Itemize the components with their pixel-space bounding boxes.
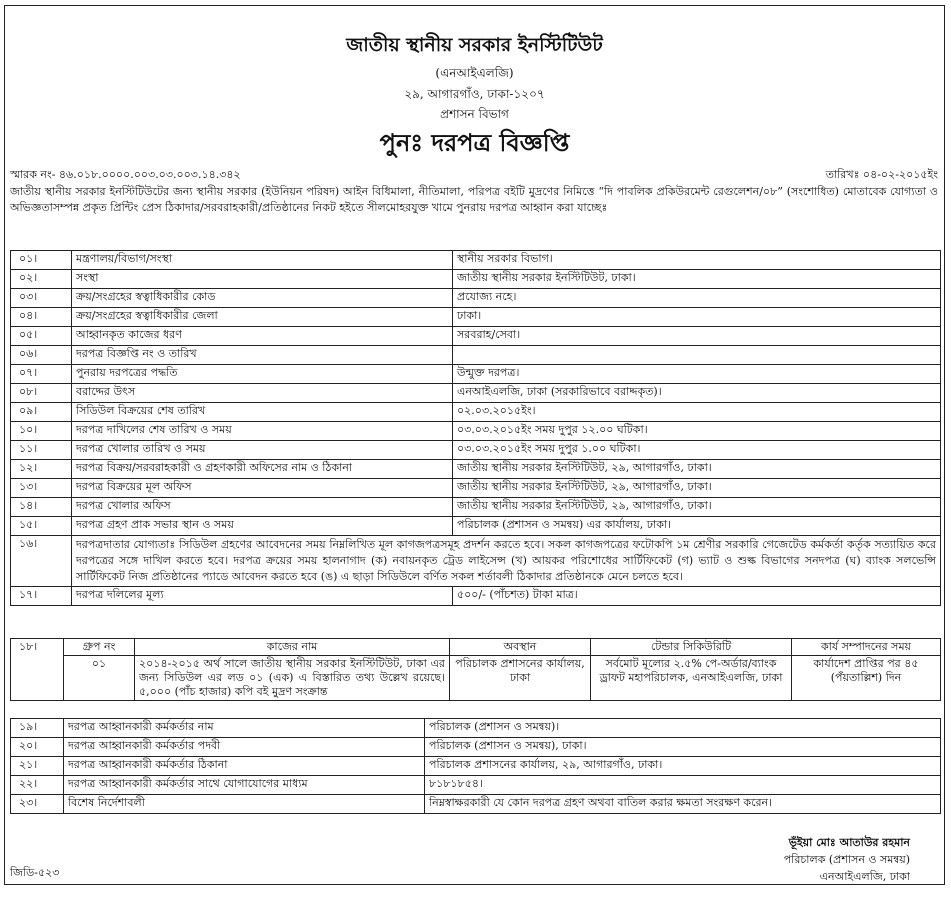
work-details-table [10,638,941,701]
table-row [11,795,941,814]
row-label: দরপত্র গ্রহণ প্রাক সভার স্থান ও সময় [72,517,453,536]
row-number: ০১। [11,251,72,270]
row-label: আহ্বানকৃত কাজের ধরণ [72,327,453,346]
completion-time: কার্যাদেশ প্রাপ্তির পর ৪৫ (পঁয়তাল্লিশ) দিন [792,656,941,701]
organization-address: ২৯, আগারগাঁও, ঢাকা-১২০৭ [404,87,545,101]
row-value: উন্মুক্ত দরপত্র। [453,365,941,384]
row-number: ১১। [11,441,72,460]
row-label: দরপত্র বিক্রয়/সরবরাহকারী ও গ্রহণকারী অফিসের নাম ও ঠিকানা [72,460,453,479]
row-value [453,346,941,365]
row-number: ২২। [11,776,64,795]
table-row [11,365,941,384]
signatory-name: ভূঁইয়া মোঃ আতাউর রহমান [788,836,910,849]
row-number: ২০। [11,738,64,757]
row-value: ৫০০/- (পাঁচশত) টাকা মাত্র। [453,587,941,606]
row-label: দরপত্র খোলার তারিখ ও সময় [72,441,453,460]
table-row [11,498,941,517]
row-number: ০৪। [11,308,72,327]
row-number: ১৯। [11,719,64,738]
row-number: ১৩। [11,479,72,498]
table-row [11,776,941,795]
table-row [11,639,941,656]
row-label: দরপত্র আহ্বানকারী কর্মকর্তার পদবী [64,738,425,757]
column-header-group: গ্রুপ নং [64,639,135,656]
column-header-location: অবস্থান [450,639,591,656]
group-number: ০১ [64,656,135,701]
row-number: ১৮। [11,639,64,701]
row-value: জাতীয় স্থানীয় সরকার ইনস্টিটিউট, ২৯, আগারগাঁও, ঢাকা। [453,460,941,479]
signatory-office: এনআইএলজি, ঢাকা [819,870,910,883]
row-number: ২১। [11,757,64,776]
row-value: প্রযোজ্য নহে। [453,289,941,308]
bidder-qualification-text: দরপত্রদাতার যোগ্যতাঃ সিডিউল গ্রহণের আবেদনের সময় নিম্নলিখিত মূল কাগজপত্রসমূহ প্রদর্শন করতে হবে। সকল কাগজপত্রের ফটোকপি ১ম শ্রেণীর সরকারি গেজেটেড কর্মকর্তা কর্তৃক সত্যায়িত করে দরপত্রের সঙ্গে দাখিল করতে হবে। দরপত্র ক্রয়ের সময় হালনাগাদ (ক) নবায়নকৃত ট্রেড লাইসেন্স (খ) আয়কর পরিশোধের সার্টিফিকেট (গ) ভ্যাট ও শুল্ক বিভাগের সনদপত্র (ঘ) ব্যাংক সলভেন্সি সার্টিফিকেট নিজ প্রতিষ্ঠানের প্যাডে আবেদন করতে হবে (ঙ) এ ছাড়া সিডিউলে বর্ণিত সকল শর্তাবলী ঠিকাদার প্রতিষ্ঠানকে মেনে চলতে হবে। [72,536,941,587]
table-row [11,327,941,346]
row-number: ০৫। [11,327,72,346]
table-row [11,587,941,606]
row-value: এনআইএলজি, ঢাকা (সরকারিভাবে বরাদ্দকৃত)। [453,384,941,403]
signatory-designation: পরিচালক (প্রশাসন ও সমন্বয়) [783,853,910,866]
row-number: ১৬। [11,536,72,587]
row-label: সংস্থা [72,270,453,289]
tender-details-table [10,250,941,606]
row-label: দরপত্র বিক্রয়ের মূল অফিস [72,479,453,498]
row-value: পরিচালক প্রশাসনের কার্যালয়, ২৯, আগারগাঁও, ঢাকা। [425,757,941,776]
work-description: ২০১৪-২০১৫ অর্থ সালে জাতীয় স্থানীয় সরকার ইনস্টিটিউট, ঢাকা এর জন্য সিডিউল এর লড ০১ (এক) এ বিস্তারিত তথ্য উল্লেখ রয়েছে। ৫,০০০ (পাঁচ হাজার) কপি বই মুদ্রণ সংক্রান্ত [135,656,450,701]
row-value: স্থানীয় সরকার বিভাগ। [453,251,941,270]
row-value: পরিচালক (প্রশাসন ও সমন্বয়), ঢাকা। [425,738,941,757]
intro-paragraph: জাতীয় স্থানীয় সরকার ইনস্টিটিউটের জন্য স্থানীয় সরকার (ইউনিয়ন পরিষদ) আইন বিধিমালা, নীতিমালা, পরিপত্র বইটি মুদ্রণের নিমিত্তে “দি পাবলিক প্রকিউরমেন্ট রেগুলেশন/০৮” (সংশোধিত) মোতাবেক যোগ্যতা ও অভিজ্ঞতাসম্পন্ন প্রকৃত প্রিন্টিং প্রেস ঠিকাদার/সরবরাহকারী/প্রতিষ্ঠানের নিকট হইতে সীলমোহরযুক্ত খামে পুনরায় দরপত্র আহ্বান করা যাচ্ছেঃ [10,185,938,214]
table-row [11,517,941,536]
row-number: ২৩। [11,795,64,814]
row-number: ১০। [11,422,72,441]
row-number: ১৭। [11,587,72,606]
row-value: ০২.০৩.২০১৫ইং। [453,403,941,422]
row-number: ১৫। [11,517,72,536]
table-row [11,656,941,701]
table-row [11,738,941,757]
row-label: দরপত্র বিজ্ঞপ্তি নং ও তারিখ [72,346,453,365]
row-value: ৮১৮১৮৫৪। [425,776,941,795]
row-number: ০৭। [11,365,72,384]
table-row [11,289,941,308]
row-number: ০৩। [11,289,72,308]
column-header-security: টেন্ডার সিকিউরিটি [591,639,792,656]
row-value: পরিচালক (প্রশাসন ও সমন্বয়)। [425,719,941,738]
row-label: দরপত্র আহ্বানকারী কর্মকর্তার সাথে যোগাযোগের মাধ্যম [64,776,425,795]
row-label: সিডিউল বিক্রয়ের শেষ তারিখ [72,403,453,422]
row-number: ০৬। [11,346,72,365]
row-value: ০৩.০৩.২০১৫ইং সময় দুপুর ১.০০ ঘটিকা। [453,441,941,460]
row-label: বিশেষ নির্দেশাবলী [64,795,425,814]
row-value: ০৩.০৩.২০১৫ইং সময় দুপুর ১২.০০ ঘটিকা। [453,422,941,441]
notice-title: পুনঃ দরপত্র বিজ্ঞপ্তি [379,128,570,157]
column-header-work: কাজের নাম [135,639,450,656]
table-row [11,384,941,403]
table-row [11,346,941,365]
table-row [11,270,941,289]
officer-details-table [10,718,941,814]
row-number: ০৮। [11,384,72,403]
row-label: বরাদ্দের উৎস [72,384,453,403]
table-row [11,251,941,270]
organization-name: জাতীয় স্থানীয় সরকার ইনস্টিটিউট [346,34,603,56]
row-number: ০২। [11,270,72,289]
row-value: সরবরাহ/সেবা। [453,327,941,346]
table-row [11,536,941,587]
document-code: জিডি-৫২৩ [10,866,60,879]
work-location: পরিচালক প্রশাসনের কার্যালয়, ঢাকা [450,656,591,701]
row-number: ০৯। [11,403,72,422]
column-header-time: কার্য সম্পাদনের সময় [792,639,941,656]
row-value: জাতীয় স্থানীয় সরকার ইনস্টিটিউট, ২৯, আগারগাঁও, ঢাকা। [453,479,941,498]
row-label: মন্ত্রণালয়/বিভাগ/সংস্থা [72,251,453,270]
row-label: দরপত্র আহ্বানকারী কর্মকর্তার ঠিকানা [64,757,425,776]
row-value: ঢাকা। [453,308,941,327]
table-row [11,422,941,441]
table-row [11,719,941,738]
row-label: দরপত্র আহ্বানকারী কর্মকর্তার নাম [64,719,425,738]
row-label: পুনরায় দরপত্রের পদ্ধতি [72,365,453,384]
row-label: দরপত্র খোলার অফিস [72,498,453,517]
row-label: ক্রয়/সংগ্রহের স্বত্বাধিকারীর কোড [72,289,453,308]
table-row [11,460,941,479]
signature-block [710,834,910,885]
memo-number: স্মারক নং- ৪৬.০১৮.০০০০.০০৩.০৩.০০৩.১৪.৩৪২ [10,168,241,181]
row-value: জাতীয় স্থানীয় সরকার ইনস্টিটিউট, ঢাকা। [453,270,941,289]
row-value: জাতীয় স্থানীয় সরকার ইনস্টিটিউট, ২৯, আগারগাঁও, ঢাকা। [453,498,941,517]
tender-security: সর্বমোট মূল্যের ২.৫% পে-অর্ডার/ব্যাংক ড্রাফট মহাপরিচালক, এনআইএলজি, ঢাকা [591,656,792,701]
table-row [11,441,941,460]
row-number: ১২। [11,460,72,479]
table-row [11,757,941,776]
table-row [11,403,941,422]
row-label: দরপত্র দাখিলের শেষ তারিখ ও সময় [72,422,453,441]
department-name: প্রশাসন বিভাগ [440,107,509,121]
table-row [11,479,941,498]
tender-notice-document [4,5,945,885]
row-label: দরপত্র দলিলের মূল্য [72,587,453,606]
row-value: পরিচালক (প্রশাসন ও সমন্বয়) এর কার্যালয়, ঢাকা। [453,517,941,536]
row-value: নিম্নস্বাক্ষরকারী যে কোন দরপত্র গ্রহণ অথবা বাতিল করার ক্ষমতা সংরক্ষণ করেন। [425,795,941,814]
memo-date: তারিখঃ ০৪-০২-২০১৫ইং [825,168,938,181]
table-row [11,308,941,327]
row-label: ক্রয়/সংগ্রহের স্বত্বাধিকারীর জেলা [72,308,453,327]
organization-abbreviation: (এনআইএলজি) [435,66,514,80]
row-number: ১৪। [11,498,72,517]
